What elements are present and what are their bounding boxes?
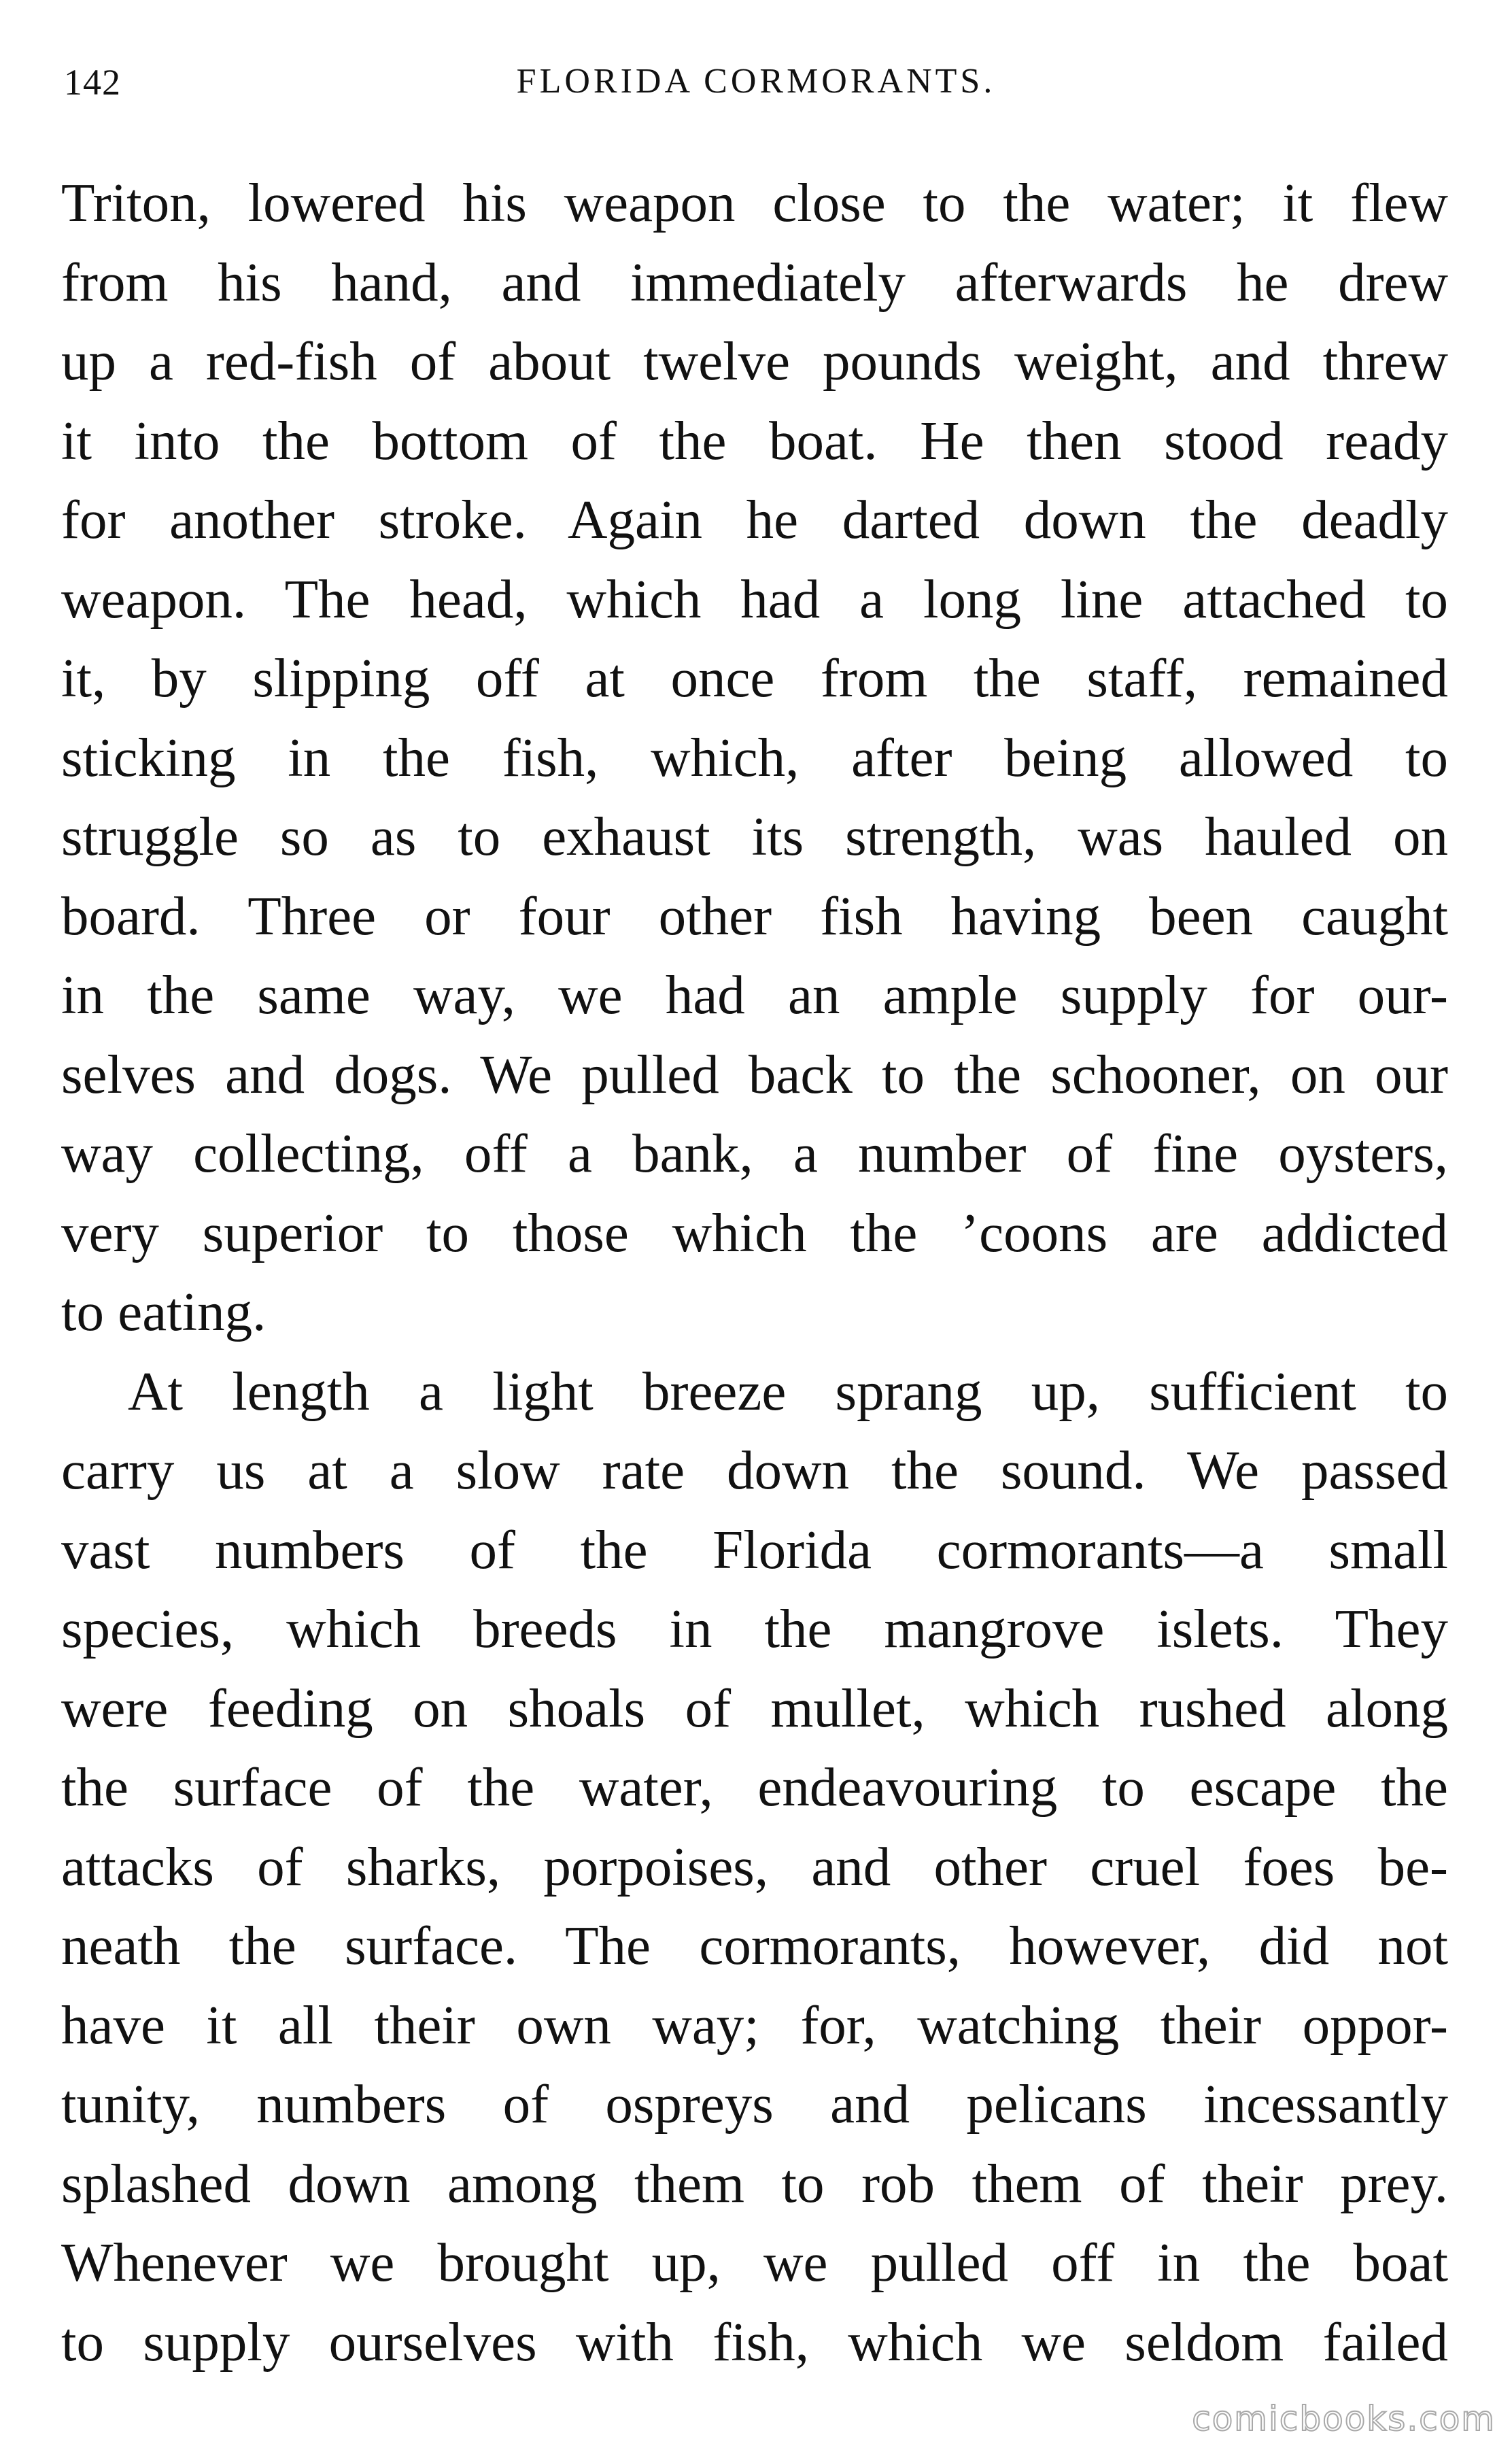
text-line: carry us at a slow rate down the sound. We passed: [61, 1440, 1448, 1501]
text-line: for another stroke. Again he darted down the deadly: [61, 489, 1448, 550]
text-line: neath the surface. The cormorants, however, did not: [61, 1915, 1448, 1976]
text-line: Whenever we brought up, we pulled off in the boat: [61, 2232, 1448, 2293]
text-line: to eating.: [61, 1281, 267, 1342]
text-line: very superior to those which the ’coons are addicted: [61, 1202, 1448, 1263]
text-line: vast numbers of the Florida cormorants—a small: [61, 1518, 1448, 1580]
text-line: Triton, lowered his weapon close to the water; it flew: [61, 172, 1448, 233]
text-line: up a red-fish of about twelve pounds weight, and threw: [61, 330, 1448, 392]
text-line: tunity, numbers of ospreys and pelicans incessantly: [61, 2073, 1448, 2135]
text-line: sticking in the fish, which, after being allowed to: [61, 726, 1448, 788]
text-line: it into the bottom of the boat. He then stood ready: [61, 409, 1448, 471]
text-line: board. Three or four other fish having been caught: [61, 885, 1448, 947]
text-line: struggle so as to exhaust its strength, was hauled on: [61, 806, 1448, 867]
text-line: it, by slipping off at once from the staff, remained: [61, 647, 1448, 709]
text-line: in the same way, we had an ample supply for our-: [61, 964, 1448, 1025]
watermark: comicbooks.com: [1192, 2399, 1496, 2438]
text-line: were feeding on shoals of mullet, which rushed along: [61, 1677, 1448, 1739]
text-line: weapon. The head, which had a long line attached to: [61, 568, 1448, 630]
text-line: selves and dogs. We pulled back to the schooner, on our: [61, 1043, 1448, 1105]
body-text: [61, 163, 1448, 2381]
running-title: FLORIDA CORMORANTS.: [516, 62, 996, 101]
text-line: from his hand, and immediately afterwards he drew: [61, 251, 1448, 313]
text-line: species, which breeds in the mangrove islets. They: [61, 1598, 1448, 1659]
text-line: attacks of sharks, porpoises, and other cruel foes be-: [61, 1835, 1448, 1897]
page-number: 142: [64, 62, 121, 103]
text-line: way collecting, off a bank, a number of fine oysters,: [61, 1123, 1448, 1184]
text-line: At length a light breeze sprang up, sufficient to: [128, 1360, 1448, 1422]
text-line: to supply ourselves with fish, which we seldom failed: [61, 2311, 1448, 2373]
page-header: [61, 61, 1451, 116]
text-line: splashed down among them to rob them of their prey.: [61, 2152, 1448, 2214]
text-line: the surface of the water, endeavouring to escape the: [61, 1756, 1448, 1818]
text-line: have it all their own way; for, watching their oppor-: [61, 1994, 1448, 2056]
